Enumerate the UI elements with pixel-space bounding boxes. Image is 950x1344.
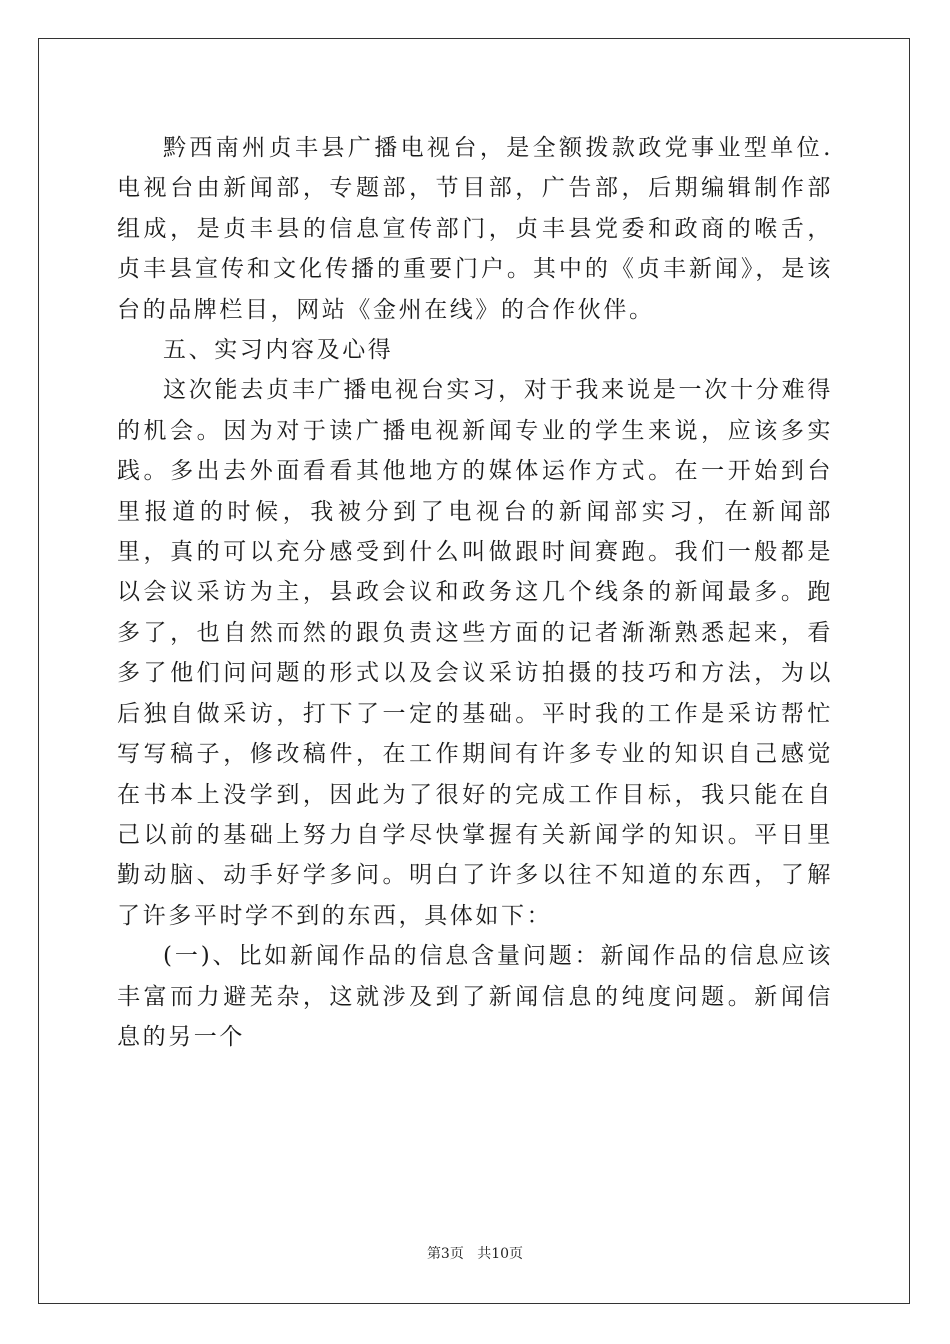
paragraph-internship-experience: 这次能去贞丰广播电视台实习，对于我来说是一次十分难得的机会。因为对于读广播电视新闻专业的学生来说，应该多实践。多出去外面看看其他地方的媒体运作方式。在一开始到台里报道的时候，我被分到了电视台的新闻部实习，在新闻部里，真的可以充分感受到什么叫做跟时间赛跑。我们一般都是以会议采访为主，县政会议和政务这几个线条的新闻最多。跑多了，也自然而然的跟负责这些方面的记者渐渐熟悉起来，看多了他们问问题的形式以及会议采访拍摄的技巧和方法，为以后独自做采访，打下了一定的基础。平时我的工作是采访帮忙写写稿子，修改稿件，在工作期间有许多专业的知识自己感觉在书本上没学到，因此为了很好的完成工作目标，我只能在自己以前的基础上努力自学尽快掌握有关新闻学的知识。平日里勤动脑、动手好学多问。明白了许多以往不知道的东西，了解了许多平时学不到的东西，具体如下：: [117, 377, 833, 929]
section-heading: 五、实习内容及心得: [163, 337, 394, 364]
page-number: 第3页: [426, 1246, 464, 1262]
page-footer: [0, 1243, 950, 1263]
paragraph-station-intro: 黔西南州贞丰县广播电视台，是全额拨款政党事业型单位.电视台由新闻部，专题部，节目部，广告部，后期编辑制作部组成，是贞丰县的信息宣传部门，贞丰县党委和政商的喉舌，贞丰县宣传和文化传播的重要门户。其中的《贞丰新闻》，是该台的品牌栏目，网站《金州在线》的合作伙伴。: [117, 135, 833, 323]
document-body: [117, 128, 833, 1057]
page-total: 共10页: [477, 1246, 524, 1262]
paragraph-news-info-content: (一)、比如新闻作品的信息含量问题：新闻作品的信息应该丰富而力避芜杂，这就涉及到了新闻信息的纯度问题。新闻信息的另一个: [117, 943, 833, 1050]
